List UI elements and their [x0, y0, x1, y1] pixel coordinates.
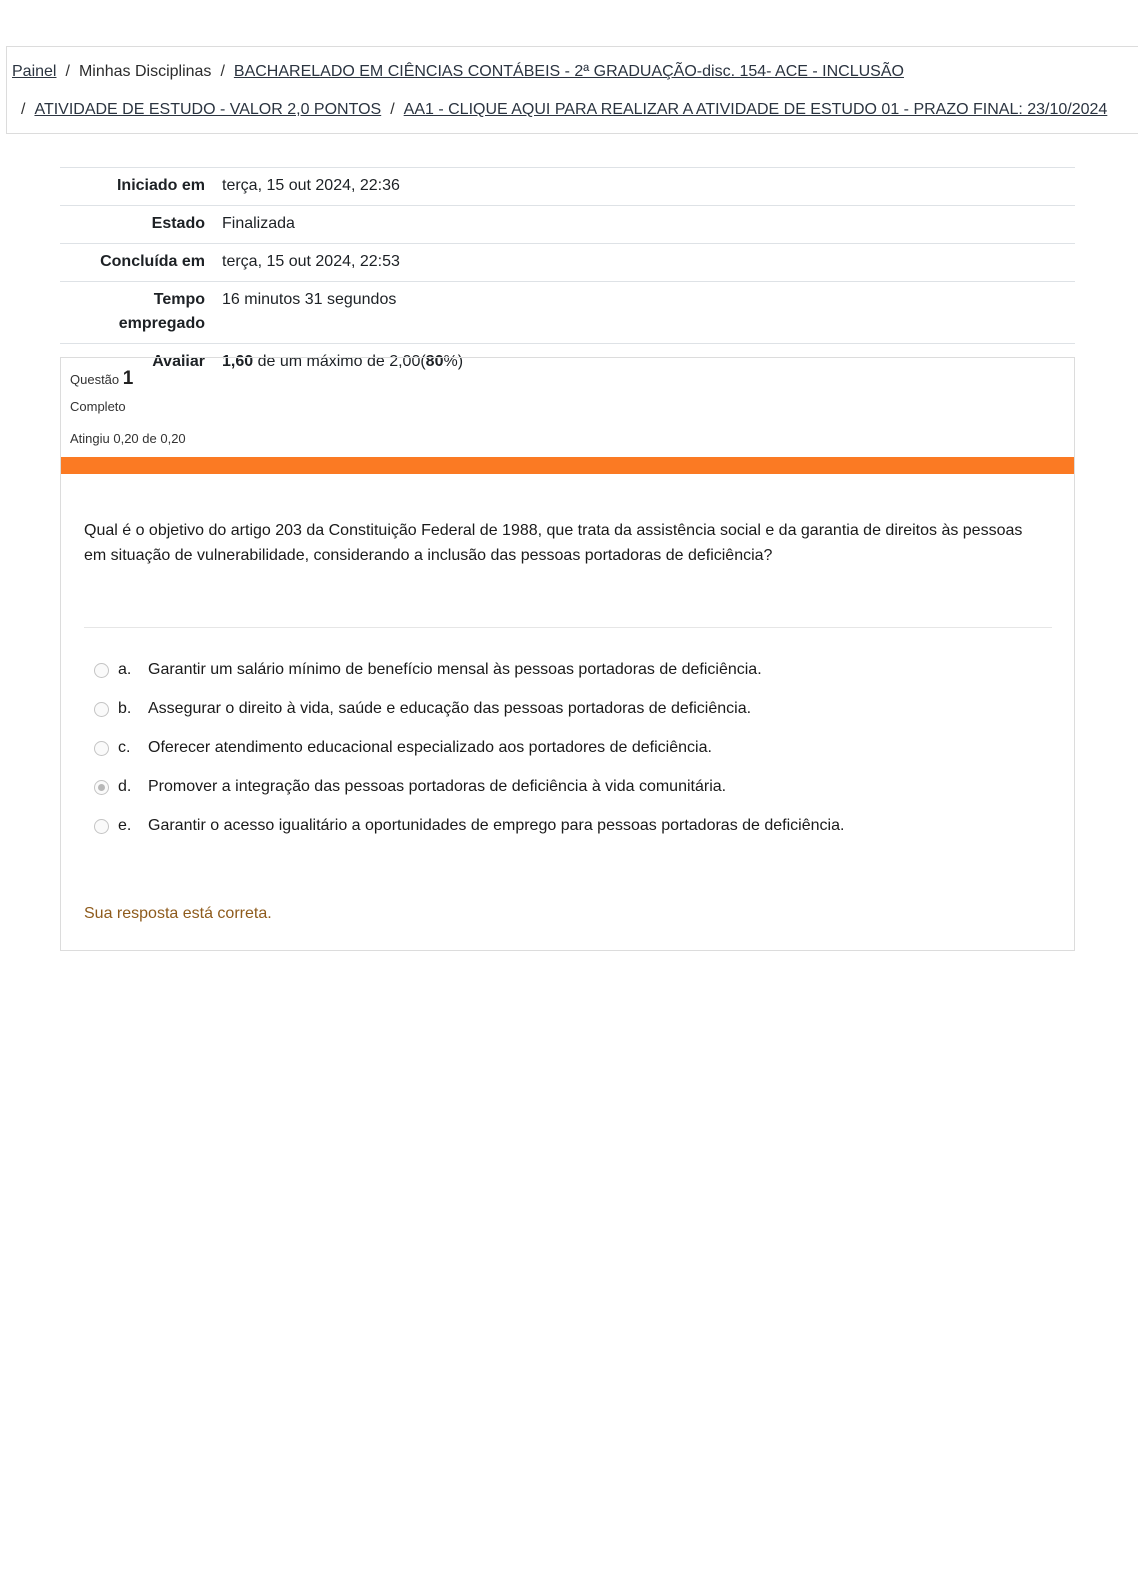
radio-button[interactable]	[94, 819, 109, 834]
summary-row-started	[60, 167, 1075, 205]
grade-score: 1,60	[222, 353, 254, 370]
question-text: Qual é o objetivo do artigo 203 da Constituição Federal de 1988, que trata da assistência social e da garantia de direitos às pessoas em situação de vulnerabilidade, considerando a inclusão das pessoas portadoras de deficiência?	[84, 522, 1023, 564]
summary-completed-value: terça, 15 out 2024, 22:53	[222, 253, 400, 270]
summary-row-time	[60, 281, 1075, 343]
breadcrumb-course-link[interactable]: BACHARELADO EM CIÊNCIAS CONTÁBEIS - 2ª GRADUAÇÃO-disc. 154- ACE - INCLUSÃO	[233, 63, 904, 80]
summary-state-label: Estado	[151, 215, 205, 232]
summary-time-label-1: Tempo	[153, 291, 205, 308]
breadcrumb-painel-link[interactable]: Painel	[12, 63, 57, 80]
grade-max-text: de um máximo de 2,00(	[253, 353, 426, 370]
breadcrumb-activity-link[interactable]: ATIVIDADE DE ESTUDO - VALOR 2,0 PONTOS	[34, 101, 382, 118]
answer-letter: c.	[118, 739, 131, 756]
question-state: Completo	[70, 399, 126, 414]
breadcrumb-separator: /	[220, 63, 225, 80]
radio-button-selected[interactable]	[94, 780, 109, 795]
radio-button[interactable]	[94, 663, 109, 678]
question-number-value: 1	[122, 368, 134, 389]
breadcrumb-minhas-disciplinas: Minhas Disciplinas	[78, 63, 212, 80]
divider	[84, 627, 1052, 628]
breadcrumb-separator: /	[390, 101, 395, 118]
summary-started-value: terça, 15 out 2024, 22:36	[222, 177, 400, 194]
breadcrumb-line-2	[21, 101, 1107, 119]
answer-text: Garantir o acesso igualitário a oportunidades de emprego para pessoas portadoras de deficiência.	[148, 817, 845, 834]
answer-text: Promover a integração das pessoas portadoras de deficiência à vida comunitária.	[148, 778, 727, 795]
answer-text: Garantir um salário mínimo de benefício mensal às pessoas portadoras de deficiência.	[148, 661, 762, 678]
breadcrumb-quiz-link[interactable]: AA1 - CLIQUE AQUI PARA REALIZAR A ATIVIDADE DE ESTUDO 01 - PRAZO FINAL: 23/10/2024	[403, 101, 1108, 118]
summary-time-label	[60, 288, 222, 336]
question-accent-bar	[61, 457, 1074, 474]
summary-time-value: 16 minutos 31 segundos	[222, 291, 397, 308]
radio-button[interactable]	[94, 741, 109, 756]
breadcrumb-separator: /	[21, 101, 26, 118]
summary-state-value: Finalizada	[222, 215, 295, 232]
summary-row-completed	[60, 243, 1075, 281]
answer-letter: b.	[118, 700, 132, 717]
attempt-summary-table	[60, 167, 1075, 381]
radio-button[interactable]	[94, 702, 109, 717]
breadcrumb-line-1	[12, 63, 904, 81]
grade-percent-suffix: %)	[443, 353, 464, 370]
answer-letter: a.	[118, 661, 132, 678]
answer-feedback: Sua resposta está correta.	[84, 905, 272, 922]
question-number	[70, 368, 186, 390]
summary-grade-label: Avaliar	[152, 353, 205, 370]
breadcrumb	[6, 46, 1138, 134]
question-card	[60, 357, 1075, 951]
breadcrumb-separator: /	[65, 63, 70, 80]
summary-row-state	[60, 205, 1075, 243]
answer-text: Oferecer atendimento educacional especializado aos portadores de deficiência.	[148, 739, 712, 756]
question-label: Questão	[70, 372, 120, 387]
summary-completed-label: Concluída em	[100, 253, 205, 270]
question-info	[70, 368, 186, 446]
grade-percent: 80	[425, 353, 444, 370]
answer-letter: e.	[118, 817, 132, 834]
answer-letter: d.	[118, 778, 132, 795]
question-grade: Atingiu 0,20 de 0,20	[70, 431, 186, 446]
summary-started-label: Iniciado em	[116, 177, 205, 194]
summary-time-label-2: empregado	[118, 315, 205, 332]
answer-text: Assegurar o direito à vida, saúde e educação das pessoas portadoras de deficiência.	[148, 700, 752, 717]
